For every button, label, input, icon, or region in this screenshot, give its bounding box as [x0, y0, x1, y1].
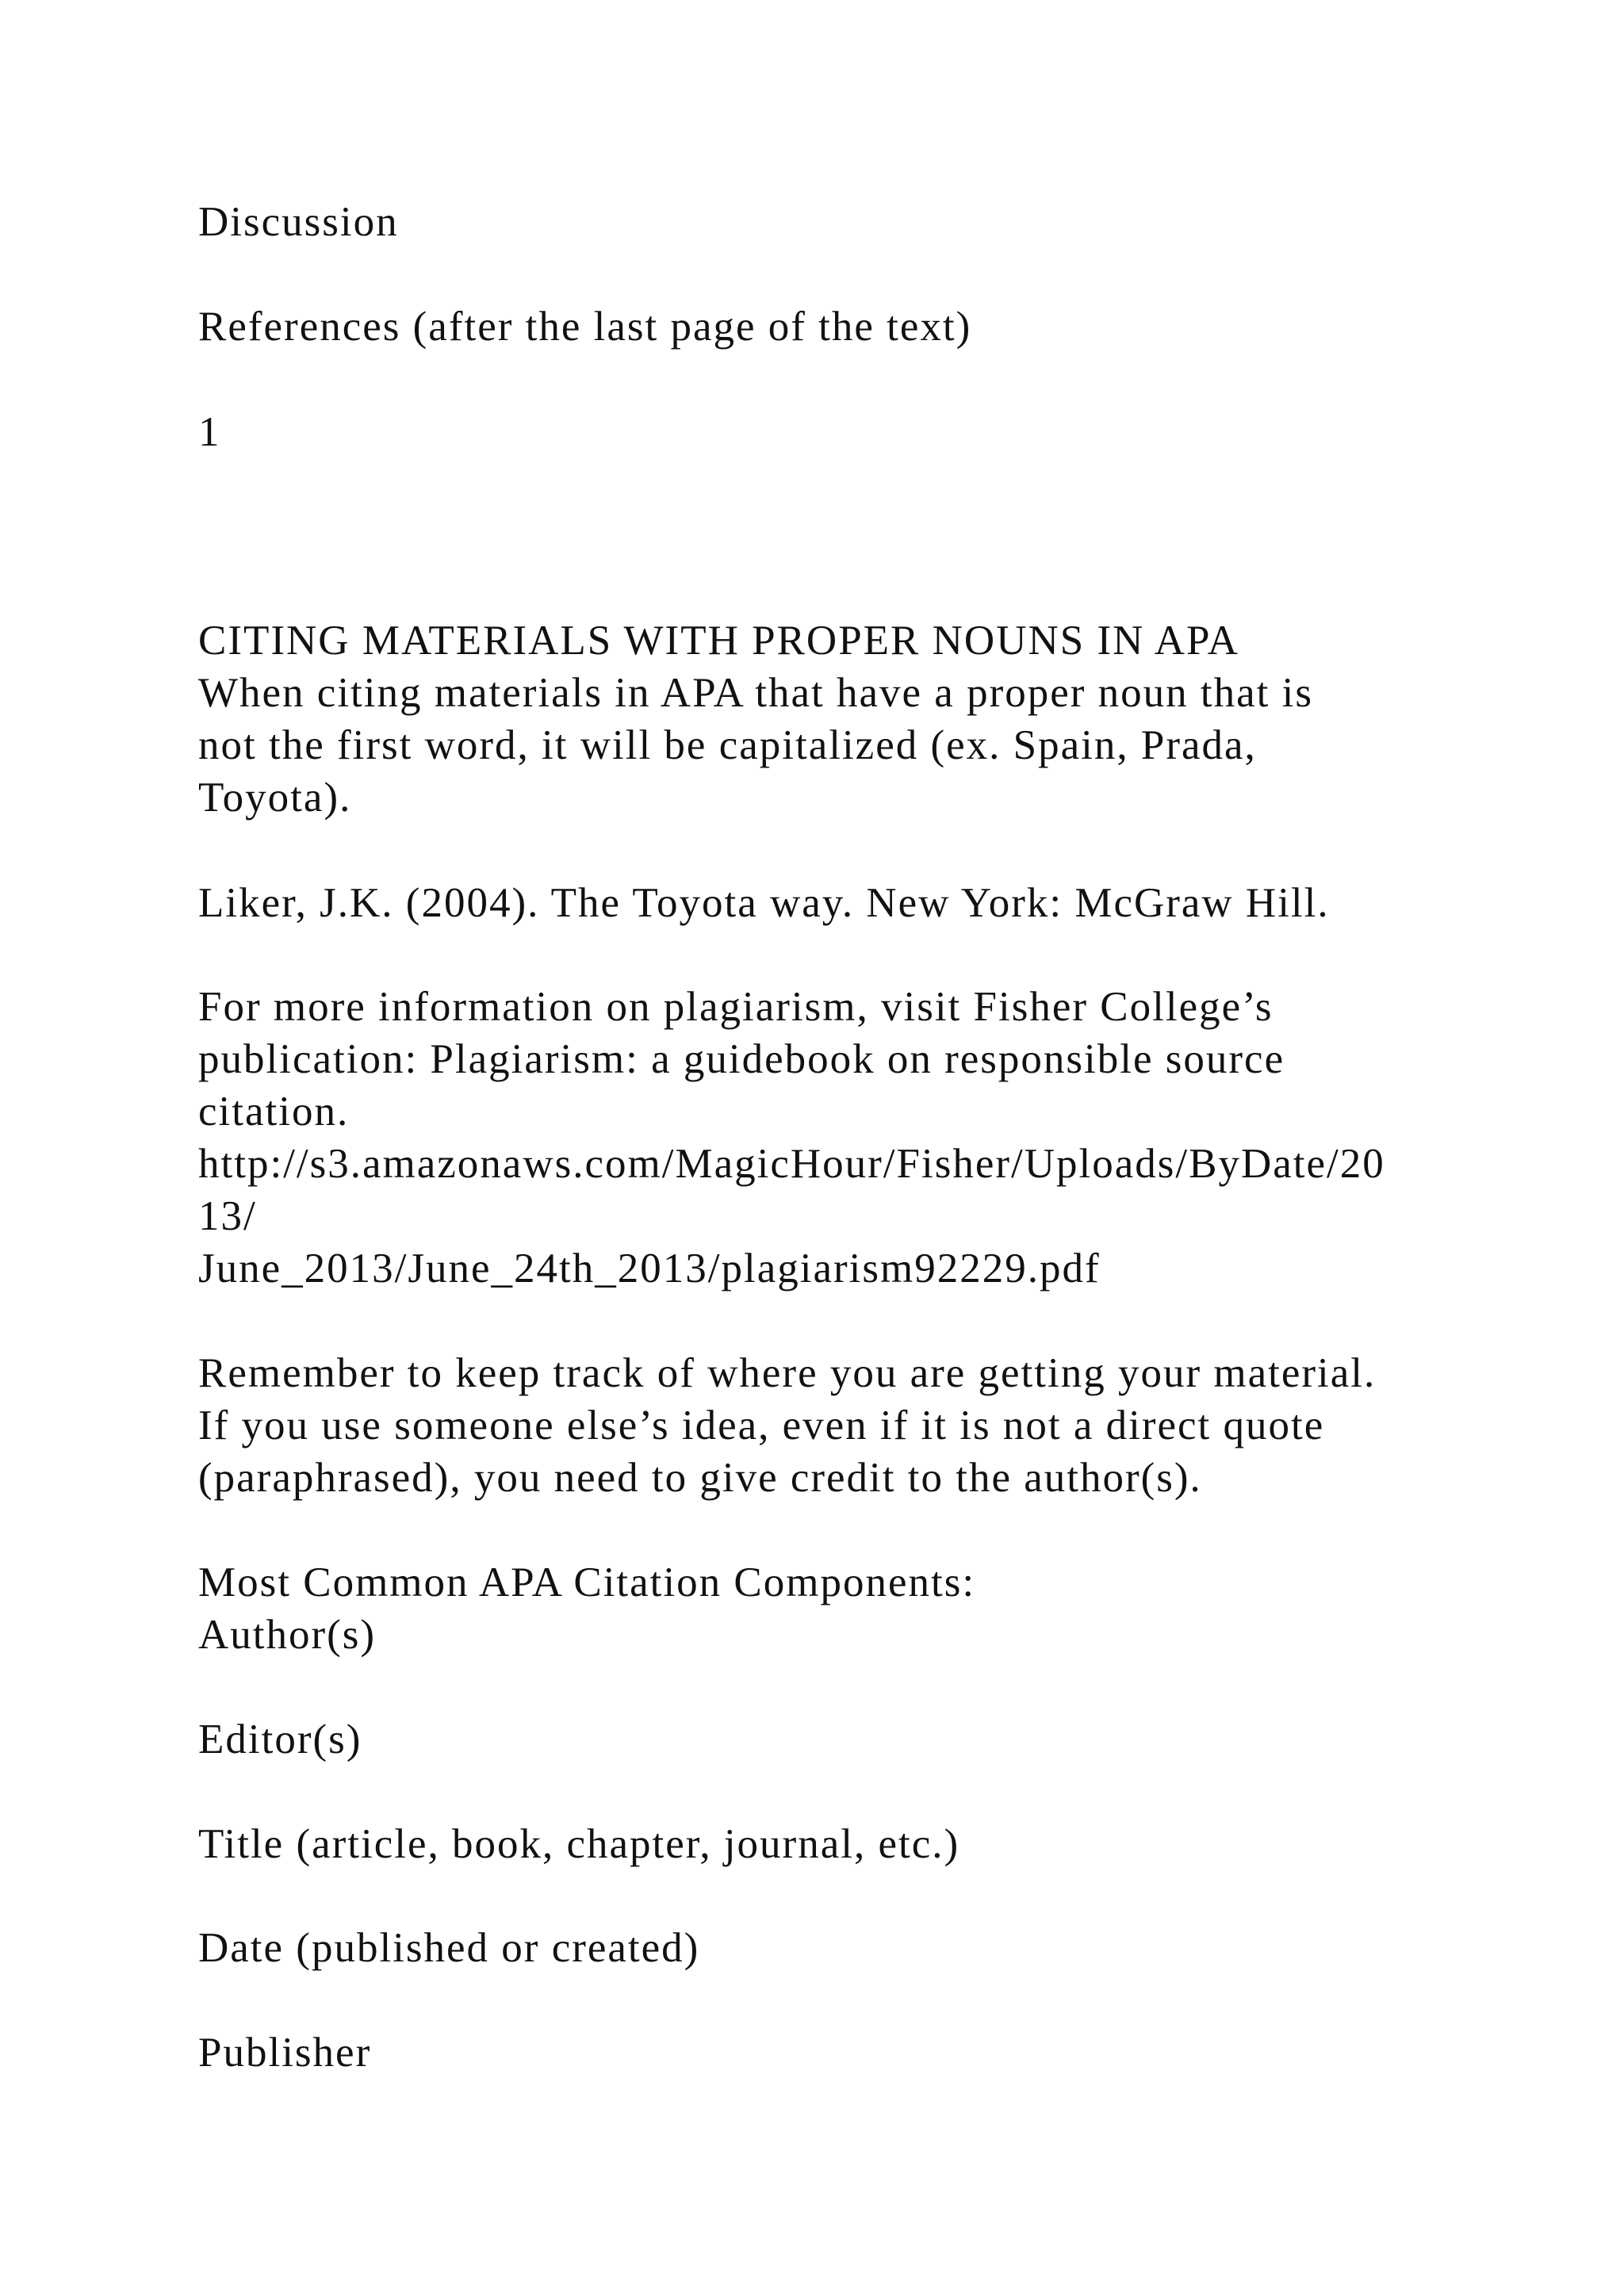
url-line: June_2013/June_24th_2013/plagiarism92229.pdf	[198, 1246, 1101, 1292]
section-heading-components: Most Common APA Citation Components:	[198, 1559, 976, 1605]
paragraph-line: Toyota).	[198, 775, 352, 821]
paragraph-line: publication: Plagiarism: a guidebook on responsible source	[198, 1036, 1285, 1082]
url-line: http://s3.amazonaws.com/MagicHour/Fisher/Uploads/ByDate/20	[198, 1141, 1385, 1187]
outline-item-references: References (after the last page of the text)	[198, 304, 972, 350]
url-line: 13/	[198, 1193, 257, 1239]
paragraph-line: not the first word, it will be capitalized (ex. Spain, Prada,	[198, 722, 1257, 768]
paragraph-line: Remember to keep track of where you are getting your material.	[198, 1350, 1377, 1396]
list-item: Date (published or created)	[198, 1925, 700, 1971]
list-item: Author(s)	[198, 1612, 377, 1658]
paragraph-line: If you use someone else’s idea, even if it is not a direct quote	[198, 1402, 1325, 1448]
paragraph-line: citation.	[198, 1089, 350, 1135]
section-heading-proper-nouns: CITING MATERIALS WITH PROPER NOUNS IN APA	[198, 618, 1239, 664]
list-item: Editor(s)	[198, 1716, 362, 1762]
outline-item-discussion: Discussion	[198, 199, 399, 245]
list-item: Publisher	[198, 2030, 372, 2076]
paragraph-line: When citing materials in APA that have a proper noun that is	[198, 670, 1313, 716]
paragraph-line: For more information on plagiarism, visit Fisher College’s	[198, 984, 1274, 1030]
citation-example: Liker, J.K. (2004). The Toyota way. New York: McGraw Hill.	[198, 880, 1330, 926]
paragraph-line: (paraphrased), you need to give credit to the author(s).	[198, 1455, 1202, 1501]
page-number: 1	[198, 409, 221, 455]
list-item: Title (article, book, chapter, journal, etc.)	[198, 1821, 960, 1867]
